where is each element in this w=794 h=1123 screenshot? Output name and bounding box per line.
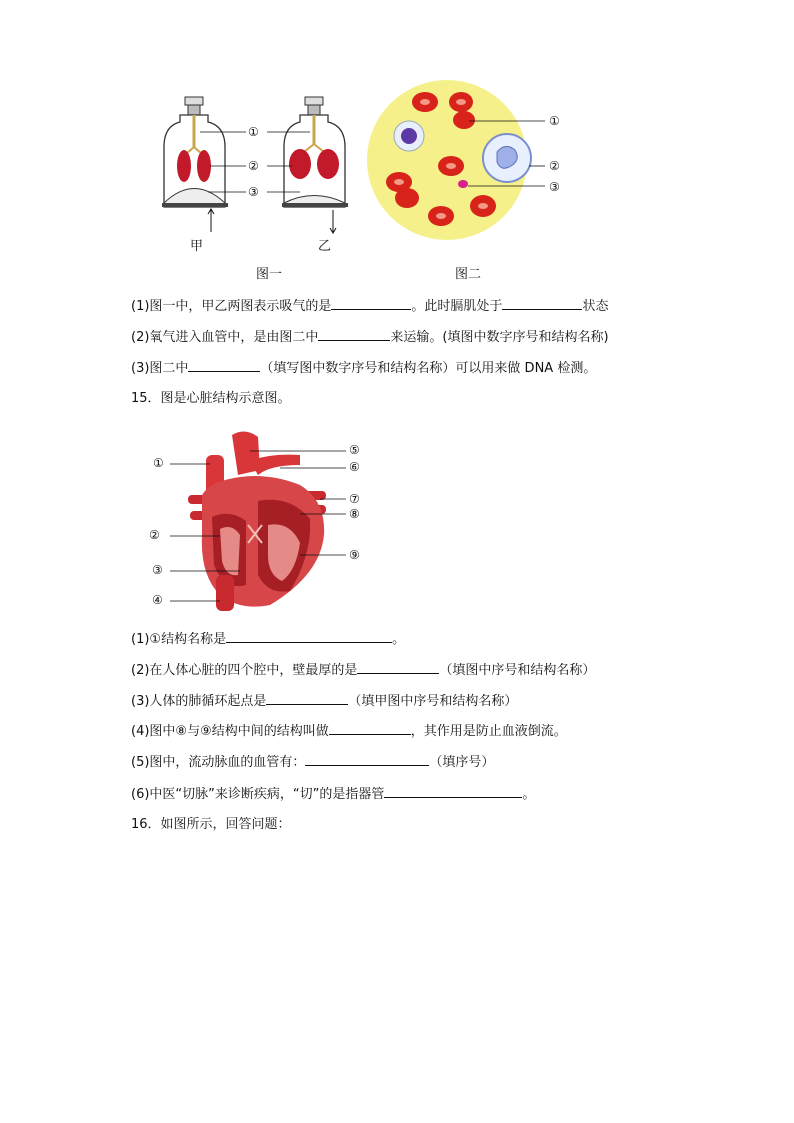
fig2-label-1: ① bbox=[549, 114, 560, 128]
label-yi: 乙 bbox=[318, 239, 332, 254]
heart-label-9: ⑨ bbox=[349, 548, 360, 562]
heart-label-3: ③ bbox=[152, 563, 163, 577]
blank[interactable] bbox=[318, 328, 390, 341]
figure-1-caption: 图一 bbox=[256, 267, 283, 282]
heart-label-5: ⑤ bbox=[349, 443, 360, 457]
fig1-label-1: ① bbox=[248, 125, 259, 139]
heart-label-1: ① bbox=[153, 456, 164, 470]
figure-2-blood-cells bbox=[365, 78, 565, 246]
blank[interactable] bbox=[384, 785, 522, 798]
bell-jar-yi bbox=[282, 97, 348, 233]
q15-line-1: (1)①结构名称是 。 bbox=[131, 632, 406, 647]
blank[interactable] bbox=[226, 630, 392, 643]
figure-heart bbox=[150, 425, 365, 615]
heart-label-7: ⑦ bbox=[349, 492, 360, 506]
q15-line-4: (4)图中⑧与⑨结构中间的结构叫做 ，其作用是防止血液倒流。 bbox=[131, 724, 567, 739]
label-jia: 甲 bbox=[190, 239, 204, 254]
fig2-label-3: ③ bbox=[549, 180, 560, 194]
fig1-label-3: ③ bbox=[248, 185, 259, 199]
bell-jar-jia bbox=[162, 97, 228, 232]
blank[interactable] bbox=[329, 722, 411, 735]
figure-2-caption: 图二 bbox=[455, 267, 482, 282]
blank[interactable] bbox=[188, 359, 260, 372]
fig2-label-2: ② bbox=[549, 159, 560, 173]
heart-label-4: ④ bbox=[152, 593, 163, 607]
q15-line-5: (5)图中，流动脉血的血管有： （填序号） bbox=[131, 755, 495, 770]
heart-label-8: ⑧ bbox=[349, 507, 360, 521]
q14-line-3: (3)图二中 （填写图中数字序号和结构名称）可以用来做 DNA 检测。 bbox=[131, 361, 597, 376]
q15-title: 15．图是心脏结构示意图。 bbox=[131, 391, 291, 406]
fig1-label-2: ② bbox=[248, 159, 259, 173]
q14-line-1: (1)图一中，甲乙两图表示吸气的是 。此时膈肌处于 状态 bbox=[131, 299, 609, 314]
heart-label-6: ⑥ bbox=[349, 460, 360, 474]
blank[interactable] bbox=[357, 661, 439, 674]
q15-line-2: (2)在人体心脏的四个腔中，壁最厚的是 （填图中序号和结构名称） bbox=[131, 663, 596, 678]
blank[interactable] bbox=[305, 753, 429, 766]
q16-title: 16．如图所示，回答问题： bbox=[131, 817, 291, 832]
q14-line-2: (2)氧气进入血管中，是由图二中 来运输。(填图中数字序号和结构名称) bbox=[131, 330, 609, 345]
blank[interactable] bbox=[502, 297, 582, 310]
blank[interactable] bbox=[331, 297, 411, 310]
q15-line-6: (6)中医“切脉”来诊断疾病，“切”的是指器管 。 bbox=[131, 787, 536, 802]
heart-label-2: ② bbox=[149, 528, 160, 542]
blank[interactable] bbox=[266, 692, 348, 705]
q15-line-3: (3)人体的肺循环起点是 （填甲图中序号和结构名称） bbox=[131, 694, 518, 709]
